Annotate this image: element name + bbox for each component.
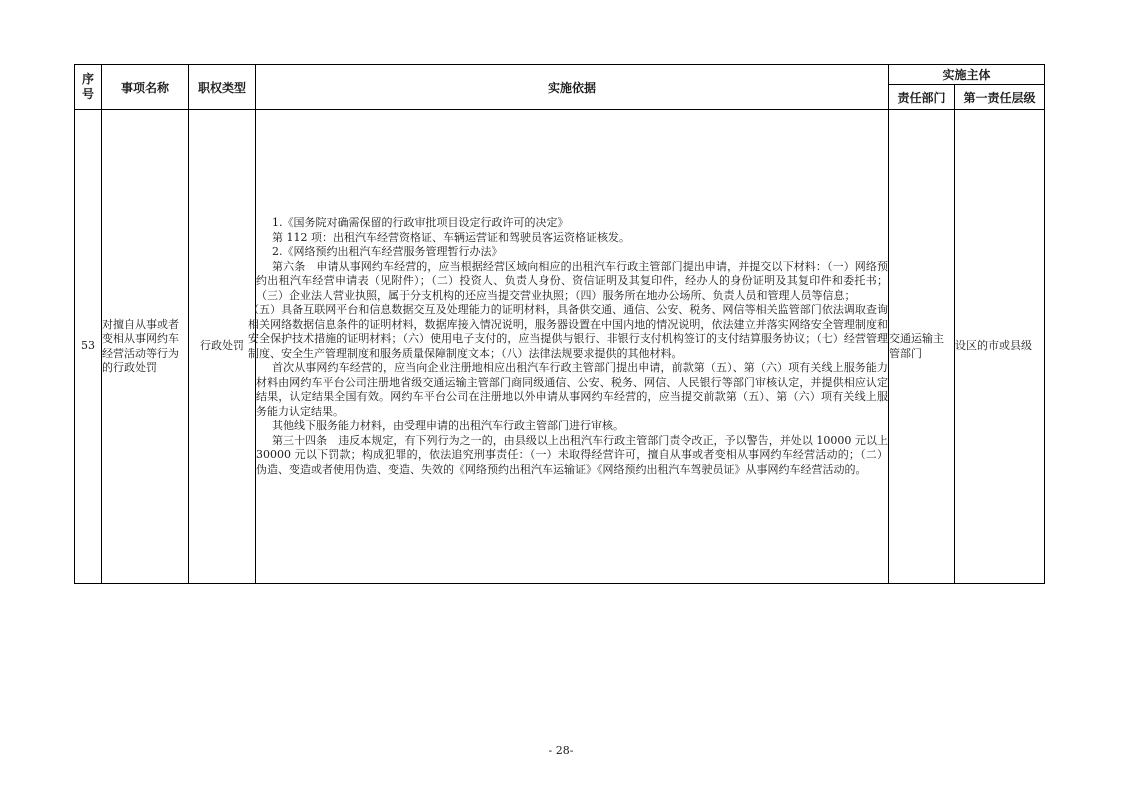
row-level: 设区的市或县级: [955, 110, 1045, 584]
header-index: 序号: [75, 65, 102, 110]
basis-para: 第三十四条 违反本规定，有下列行为之一的，由县级以上出租汽车行政主管部门责令改正，予以警告，并处以 10000 元以上 30000 元以下罚款；构成犯罪的，依法追究刑事责任：（一）未取得经营许可，擅自从事或者变相从事网约车经营活动的；（二）伪造、变造或者使用伪造、变造、失效的《网络预约出租汽车运输证》《网络预约出租汽车驾驶员证》从事网约车经营活动的。: [256, 433, 888, 476]
row-item-name: 对擅自从事或者变相从事网约车经营活动等行为的行政处罚: [102, 110, 189, 584]
basis-para: 2.《网络预约出租汽车经营服务管理暂行办法》: [272, 245, 503, 258]
header-dept: 责任部门: [889, 85, 955, 110]
page-number: - 28-: [548, 744, 574, 757]
header-row-1: [75, 65, 1045, 85]
row-index: 53: [75, 110, 102, 584]
header-subject: 实施主体: [889, 65, 1045, 85]
table-row: [75, 110, 1045, 584]
basis-para: 首次从事网约车经营的，应当向企业注册地相应出租汽车行政主管部门提出申请，前款第（五）、第（六）项有关线上服务能力材料由网约车平台公司注册地省级交通运输主管部门商同级通信、公安、税务、网信、人民银行等部门审核认定，并提供相应认定结果，认定结果全国有效。网约车平台公司在注册地以外申请从事网约车经营的，应当提交前款第（五）、第（六）项有关线上服务能力认定结果。: [256, 361, 888, 418]
row-basis: [248, 110, 889, 584]
basis-para: （五）具备互联网平台和信息数据交互及处理能力的证明材料，具备供交通、通信、公安、税务、网信等相关监管部门依法调取查询相关网络数据信息条件的证明材料，数据库接入情况说明，服务器设置在中国内地的情况说明，依法建立并落实网络安全管理制度和安全保护技术措施的证明材料；（六）使用电子支付的，应当提供与银行、非银行支付机构签订的支付结算服务协议；（七）经营管理制度、安全生产管理制度和服务质量保障制度文本；（八）法律法规要求提供的其他材料。: [248, 303, 888, 360]
basis-para: 第 112 项：出租汽车经营资格证、车辆运营证和驾驶员客运资格证核发。: [272, 230, 630, 244]
header-power-type: 职权类型: [189, 65, 256, 110]
header-basis: 实施依据: [256, 65, 889, 110]
authority-table: [74, 64, 1045, 584]
row-power-type: 行政处罚: [189, 110, 256, 584]
basis-para: 第六条 申请从事网约车经营的，应当根据经营区域向相应的出租汽车行政主管部门提出申请，并提交以下材料：（一）网络预约出租汽车经营申请表（见附件）；（二）投资人、负责人身份、资信证明及其复印件，经办人的身份证明及其复印件和委托书；（三）企业法人营业执照，属于分支机构的还应当提交营业执照；（四）服务所在地办公场所、负责人员和管理人员等信息；: [256, 259, 888, 302]
basis-para: 其他线下服务能力材料，由受理申请的出租汽车行政主管部门进行审核。: [272, 419, 624, 432]
header-level: 第一责任层级: [955, 85, 1045, 110]
basis-para: 1.《国务院对确需保留的行政审批项目设定行政许可的决定》: [272, 216, 569, 229]
basis-text: [248, 216, 888, 477]
header-item-name: 事项名称: [102, 65, 189, 110]
row-dept: 交通运输主管部门: [889, 110, 955, 584]
